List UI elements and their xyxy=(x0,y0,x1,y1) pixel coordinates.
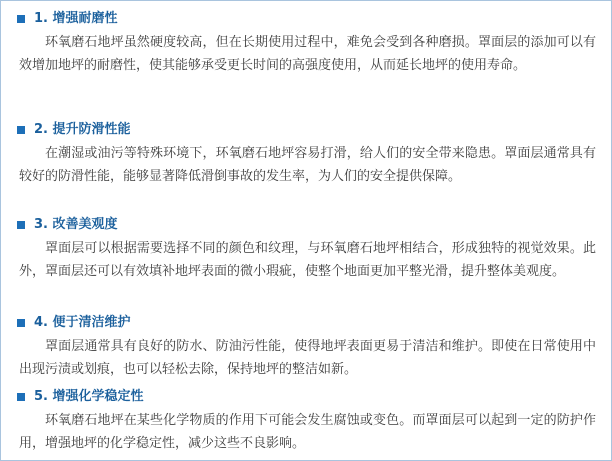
section-title: 5. 增强化学稳定性 xyxy=(34,389,144,404)
section-title: 2. 提升防滑性能 xyxy=(34,122,131,137)
section-body: 环氧磨石地坪虽然硬度较高，但在长期使用过程中，难免会受到各种磨损。罩面层的添加可以有效增加地坪的耐磨性，使其能够承受更长时间的高强度使用，从而延长地坪的使用寿命。 xyxy=(19,35,596,73)
section-body: 罩面层通常具有良好的防水、防油污性能，使得地坪表面更易于清洁和维护。即使在日常使用中出现污渍或划痕，也可以轻松去除，保持地坪的整洁如新。 xyxy=(19,339,596,377)
square-bullet-icon xyxy=(17,15,25,23)
section-chemical-stability xyxy=(1,385,611,455)
section-body: 在潮湿或油污等特殊环境下，环氧磨石地坪容易打滑，给人们的安全带来隐患。罩面层通常具有较好的防滑性能，能够显著降低滑倒事故的发生率，为人们的安全提供保障。 xyxy=(19,146,596,184)
section-title: 4. 便于清洁维护 xyxy=(34,315,131,330)
section-body: 环氧磨石地坪在某些化学物质的作用下可能会发生腐蚀或变色。而罩面层可以起到一定的防护作用，增强地坪的化学稳定性，减少这些不良影响。 xyxy=(19,413,596,451)
square-bullet-icon xyxy=(17,393,25,401)
section-heading xyxy=(1,311,611,335)
section-heading xyxy=(1,385,611,409)
square-bullet-icon xyxy=(17,221,25,229)
square-bullet-icon xyxy=(17,319,25,327)
section-wear-resistance xyxy=(1,7,611,77)
section-heading xyxy=(1,7,611,31)
section-appearance xyxy=(1,213,611,283)
square-bullet-icon xyxy=(17,126,25,134)
section-body: 罩面层可以根据需要选择不同的颜色和纹理，与环氧磨石地坪相结合，形成独特的视觉效果。此外，罩面层还可以有效填补地坪表面的微小瑕疵，使整个地面更加平整光滑，提升整体美观度。 xyxy=(19,241,596,279)
section-easy-cleaning xyxy=(1,311,611,381)
section-title: 1. 增强耐磨性 xyxy=(34,11,118,26)
section-heading xyxy=(1,118,611,142)
section-anti-slip xyxy=(1,118,611,188)
section-title: 3. 改善美观度 xyxy=(34,217,118,232)
section-heading xyxy=(1,213,611,237)
